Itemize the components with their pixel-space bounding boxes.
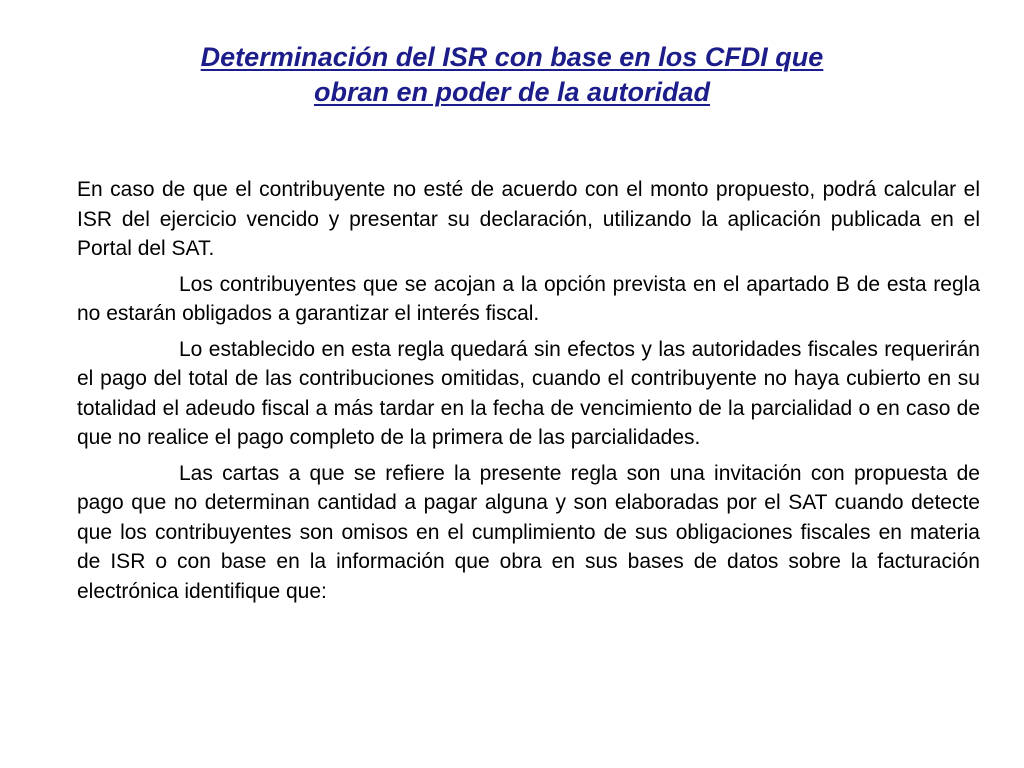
slide-title-line-2: obran en poder de la autoridad bbox=[313, 77, 711, 107]
paragraph-1: En caso de que el contribuyente no esté de acuerdo con el monto propuesto, podrá calcular el ISR del ejercicio vencido y presentar su declaración, utilizando la aplicación publicada en el Portal del SAT. bbox=[77, 178, 980, 260]
slide-title-line-1: Determinación del ISR con base en los CFDI que bbox=[200, 42, 824, 72]
paragraph-4: Las cartas a que se refiere la presente regla son una invitación con propuesta de pago que no determinan cantidad a pagar alguna y son elaboradas por el SAT cuando detecte que los contribuyentes son omisos en el cumplimiento de sus obligaciones fiscales en materia de ISR o con base en la información que obra en sus bases de datos sobre la facturación electrónica identifique que: bbox=[77, 461, 980, 603]
slide-title bbox=[80, 40, 944, 110]
paragraph-2: Los contribuyentes que se acojan a la opción prevista en el apartado B de esta regla no estarán obligados a garantizar el interés fiscal. bbox=[77, 272, 980, 325]
paragraph-3: Lo establecido en esta regla quedará sin efectos y las autoridades fiscales requerirán el pago del total de las contribuciones omitidas, cuando el contribuyente no haya cubierto en su totalidad el adeudo fiscal a más tardar en la fecha de vencimiento de la parcialidad o en caso de que no realice el pago completo de la primera de las parcialidades. bbox=[77, 337, 980, 449]
slide-body bbox=[77, 175, 980, 612]
